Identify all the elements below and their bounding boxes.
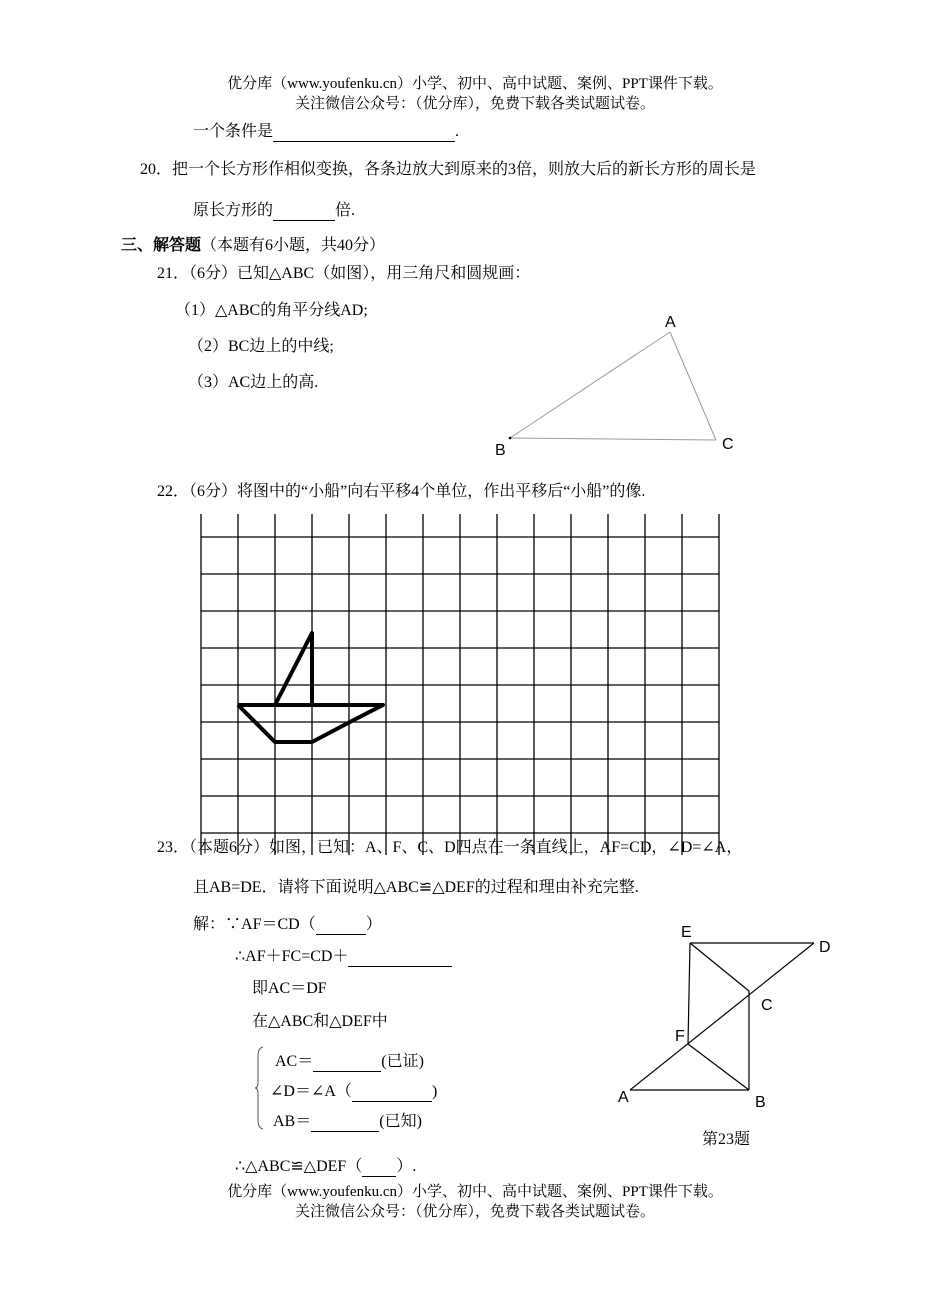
conditions-brace bbox=[254, 1046, 264, 1130]
q20-stem: 20．把一个长方形作相似变换，各条边放大到原来的3倍，则放大后的新长方形的周长是 bbox=[140, 161, 757, 178]
q21-item-3: （3）AC边上的高. bbox=[188, 374, 319, 391]
fig-label-a: A bbox=[618, 1089, 629, 1106]
cond1-b: (已证) bbox=[381, 1053, 424, 1070]
q19-tail bbox=[193, 118, 459, 142]
cond1-blank[interactable] bbox=[313, 1053, 381, 1072]
header-line-2: 关注微信公众号：（优分库），免费下载各类试题试卷。 bbox=[294, 96, 655, 112]
q23-conclusion bbox=[235, 1153, 416, 1177]
q23-step-3: 即AC＝DF bbox=[252, 980, 327, 997]
step1-blank[interactable] bbox=[316, 916, 366, 935]
conclusion-b: ）. bbox=[396, 1158, 417, 1175]
triangle-side-bc bbox=[510, 438, 716, 440]
boat-sail bbox=[275, 633, 312, 705]
q20-line2-b: 倍. bbox=[335, 202, 356, 219]
triangle-side-ab bbox=[510, 332, 670, 438]
section3-note: （本题有6小题，共40分） bbox=[201, 237, 386, 254]
q19-tail-end: . bbox=[455, 123, 460, 140]
q23-stem-2: 且AB=DE．请将下面说明△ABC≌△DEF的过程和理由补充完整. bbox=[193, 879, 639, 896]
q23-step-4: 在△ABC和△DEF中 bbox=[252, 1013, 388, 1030]
step2-text: ∴AF＋FC=CD＋ bbox=[235, 948, 349, 965]
q21-item-1: （1）△ABC的角平分线AD; bbox=[175, 302, 368, 319]
q23-step-1 bbox=[193, 911, 382, 935]
conclusion-a: ∴△ABC≌△DEF（ bbox=[235, 1158, 363, 1175]
conclusion-blank[interactable] bbox=[362, 1158, 396, 1177]
cond2-a: ∠D＝∠A（ bbox=[270, 1083, 352, 1100]
step1-a: ∵AF＝CD（ bbox=[225, 916, 316, 933]
point-b-dot bbox=[509, 437, 512, 440]
cond3-blank[interactable] bbox=[311, 1113, 379, 1132]
q23-cond-1 bbox=[275, 1048, 424, 1072]
section3-heading bbox=[121, 232, 385, 255]
q20-line2-a: 原长方形的 bbox=[193, 202, 274, 219]
cond3-a: AB＝ bbox=[273, 1113, 312, 1130]
q22-stem: 22．（6分）将图中的“小船”向右平移4个单位，作出平移后“小船”的像. bbox=[157, 483, 646, 500]
fig-label-e: E bbox=[681, 924, 692, 941]
grid-lines bbox=[201, 514, 719, 855]
cond2-b: ) bbox=[431, 1083, 438, 1100]
step2-blank[interactable] bbox=[348, 948, 452, 967]
step1-b: ） bbox=[365, 916, 382, 933]
q20-line2 bbox=[193, 197, 355, 221]
q19-tail-text: 一个条件是 bbox=[193, 123, 274, 140]
q23-step-2 bbox=[235, 943, 452, 967]
q22-grid-figure bbox=[195, 510, 725, 860]
header-line-1: 优分库（www.youfenku.cn）小学、初中、高中试题、案例、PPT课件下载。 bbox=[227, 76, 723, 92]
solve-prefix: 解： bbox=[193, 916, 226, 933]
segment-ec bbox=[690, 943, 749, 991]
label-b: B bbox=[495, 442, 506, 459]
q21-triangle-figure bbox=[480, 310, 750, 460]
q23-stem: 23．（本题6分）如图，已知：A、F、C、D四点在一条直线上，AF=CD，∠D=∠A， bbox=[157, 839, 743, 856]
triangle-side-ac bbox=[670, 332, 716, 440]
q21-stem: 21．（6分）已知△ABC（如图），用三角尺和圆规画： bbox=[157, 265, 531, 282]
footer-line-2: 关注微信公众号：（优分库），免费下载各类试题试卷。 bbox=[294, 1204, 655, 1220]
cond3-b: (已知) bbox=[379, 1113, 422, 1130]
footer-line-1: 优分库（www.youfenku.cn）小学、初中、高中试题、案例、PPT课件下载。 bbox=[227, 1184, 723, 1200]
section3-title: 三、解答题 bbox=[121, 237, 202, 254]
q19-blank[interactable] bbox=[273, 123, 455, 142]
q20-blank[interactable] bbox=[273, 202, 335, 221]
q23-caption: 第23题 bbox=[702, 1131, 751, 1148]
fig-label-d: D bbox=[819, 939, 831, 956]
segment-da bbox=[630, 943, 814, 1090]
label-c: C bbox=[722, 436, 734, 453]
cond1-a: AC＝ bbox=[275, 1053, 314, 1070]
q23-cond-3 bbox=[273, 1108, 422, 1132]
cond2-blank[interactable] bbox=[352, 1083, 432, 1102]
segment-fb bbox=[688, 1044, 749, 1090]
q23-cond-2 bbox=[270, 1078, 437, 1102]
q21-item-2: （2）BC边上的中线; bbox=[188, 338, 334, 355]
fig-label-f: F bbox=[675, 1028, 685, 1045]
fig-label-c: C bbox=[761, 997, 773, 1014]
label-a: A bbox=[665, 314, 676, 331]
q23-figure bbox=[610, 920, 840, 1120]
boat-hull bbox=[238, 705, 383, 742]
segment-ef bbox=[688, 943, 690, 1044]
fig-label-b: B bbox=[755, 1094, 766, 1111]
